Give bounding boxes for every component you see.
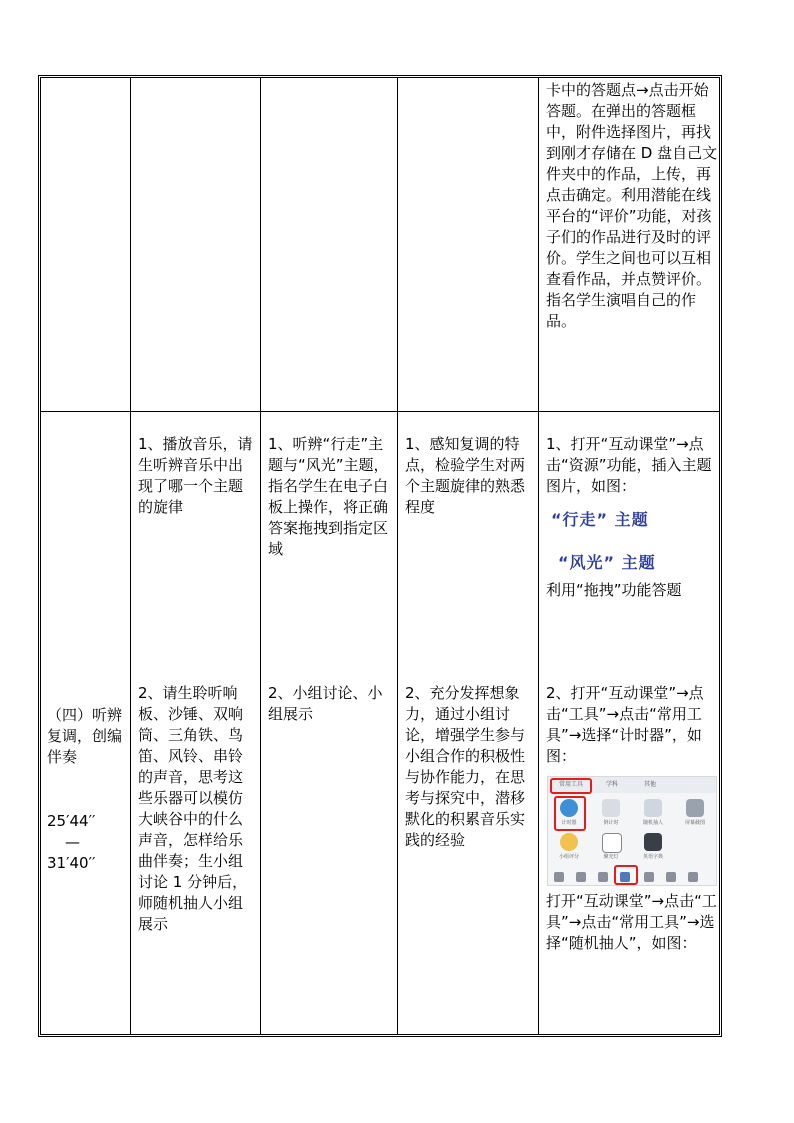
part2-student-activity: 2、小组讨论、小组展示 bbox=[268, 684, 383, 723]
toolbar-icon bbox=[688, 872, 698, 882]
part1-tech-after: 利用“拖拽”功能答题 bbox=[546, 581, 682, 599]
tool-label: 计时器 bbox=[561, 820, 577, 826]
part1-student-activity: 1、听辨“行走”主题与“风光”主题，指名学生在电子白板上操作，将正确答案拖拽到指定区域 bbox=[268, 435, 389, 558]
part1-tech-text: 1、打开“互动课堂”→点击“资源”功能，插入主题图片，如图： bbox=[546, 435, 712, 495]
part2-design-intent: 2、充分发挥想象力，通过小组讨论，增强学生参与小组合作的积极性与协作能力，在思考与探究中，潜移默化的积累音乐实践的经验 bbox=[405, 684, 526, 849]
row1-tech-text: 卡中的答题点→点击开始答题。在弹出的答题框中，附件选择图片，再找到刚才存储在 D 盘自己文件夹中的作品，上传，再点击确定。利用潜能在线平台的“评价”功能，对孩子们的作品进行及时的评价。学生之间也可以互相查看作品，并点赞评价。指名学生演唱自己的作品。 bbox=[546, 81, 718, 330]
lesson-plan-table bbox=[38, 75, 722, 1037]
part2-tech-text: 2、打开“互动课堂”→点击“工具”→点击“常用工具”→选择“计时器”，如图： bbox=[546, 684, 704, 765]
part1-teacher-activity: 1、播放音乐，请生听辨音乐中出现了哪一个主题的旋律 bbox=[138, 435, 253, 516]
toolbar-icon bbox=[666, 872, 676, 882]
screenshot-tab: 常用工具 bbox=[558, 781, 583, 788]
tool-label: 聚光灯 bbox=[603, 854, 619, 860]
tool-label: 小组评分 bbox=[558, 854, 579, 860]
stage-title: （四）听辨复调，创编伴奏 bbox=[47, 706, 123, 766]
screenshot-tab: 学科 bbox=[605, 781, 618, 788]
part1-design-intent: 1、感知复调的特点，检验学生对两个主题旋律的熟悉程度 bbox=[405, 435, 526, 516]
random-pick-icon bbox=[644, 799, 662, 817]
toolbar-icon bbox=[598, 872, 608, 882]
spotlight-icon bbox=[602, 833, 622, 853]
group-score-icon bbox=[560, 833, 578, 851]
tool-label: 英语字典 bbox=[642, 854, 663, 860]
stage-time-dash: — bbox=[65, 833, 80, 851]
screenshot-tool-icon bbox=[686, 799, 704, 817]
theme-walking-image: “行走” 主题 bbox=[551, 510, 649, 529]
toolbar-icon bbox=[576, 872, 586, 882]
stage-time-end: 31′40′′ bbox=[47, 854, 96, 872]
highlight-timer bbox=[554, 796, 586, 831]
tool-label: 倒计时 bbox=[603, 820, 619, 826]
theme-scenery-image: “风光” 主题 bbox=[558, 553, 656, 572]
screenshot-tab: 其他 bbox=[643, 781, 656, 788]
column-divider bbox=[130, 78, 131, 1034]
part2-teacher-activity: 2、请生聆听响板、沙锤、双响筒、三角铁、鸟笛、风铃、串铃的声音，思考这些乐器可以模仿大峡谷中的什么声音，怎样给乐曲伴奏；生小组讨论 1 分钟后，师随机抽人小组展示 bbox=[138, 684, 248, 933]
highlight-tools-button bbox=[614, 865, 638, 885]
row-divider bbox=[41, 411, 719, 412]
tool-label: 屏幕截图 bbox=[684, 820, 705, 826]
tool-label: 随机抽人 bbox=[642, 820, 663, 826]
english-dictionary-icon bbox=[644, 833, 662, 851]
stage-time-start: 25′44′′ bbox=[47, 812, 96, 830]
column-divider bbox=[260, 78, 261, 1034]
column-divider bbox=[397, 78, 398, 1034]
highlight-common-tools-tab bbox=[550, 778, 592, 794]
column-divider bbox=[538, 78, 539, 1034]
countdown-icon bbox=[602, 799, 620, 817]
toolbar-icon bbox=[644, 872, 654, 882]
toolbar-icon bbox=[554, 872, 564, 882]
part2-tech-after: 打开“互动课堂”→点击“工具”→点击“常用工具”→选择“随机抽人”，如图： bbox=[546, 892, 717, 952]
tools-screenshot bbox=[547, 776, 717, 886]
